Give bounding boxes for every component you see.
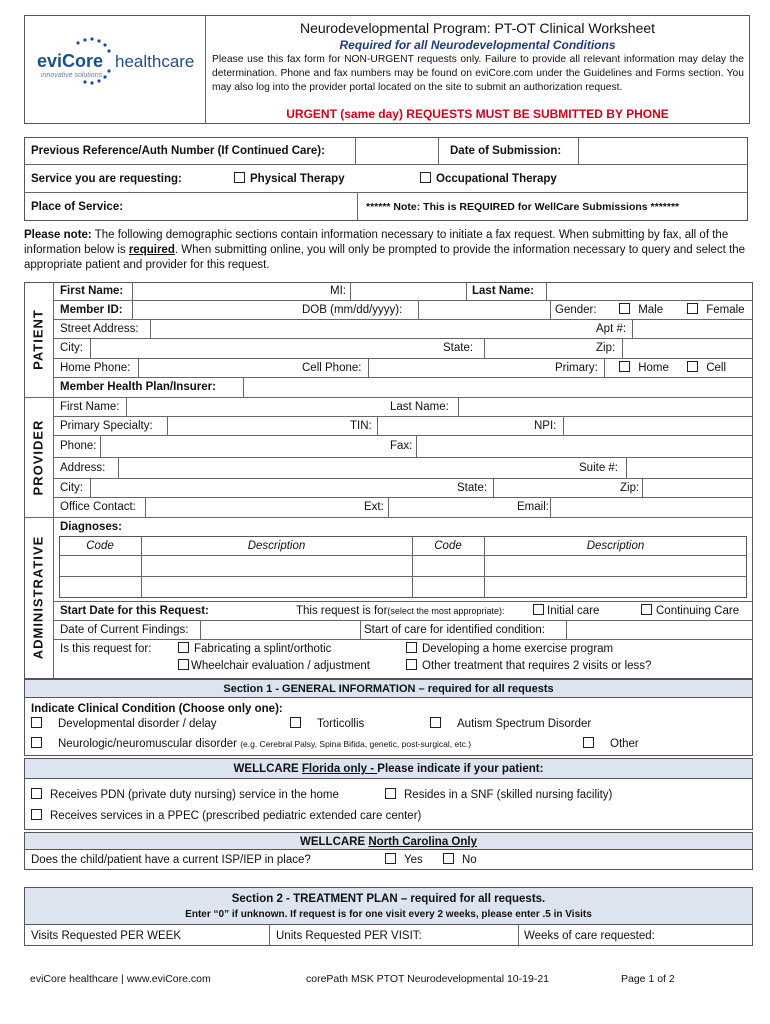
health-plan-label: Member Health Plan/Insurer: — [60, 381, 216, 393]
logo-tagline: innovative solutions — [41, 72, 103, 79]
tin-label: TIN: — [350, 420, 372, 432]
provider-col-line — [493, 478, 494, 497]
email-label: Email: — [517, 501, 549, 513]
neurologic-label: Neurologic/neuromuscular disorder — [58, 738, 237, 750]
torticollis-label: Torticollis — [317, 718, 365, 730]
provider-col-line — [167, 416, 168, 435]
ot-checkbox[interactable] — [420, 172, 431, 183]
specialty-label: Primary Specialty: — [60, 420, 153, 432]
male-option[interactable] — [619, 303, 663, 317]
patient-col-line — [622, 338, 623, 358]
patient-zip-label: Zip: — [596, 342, 616, 354]
patient-col-line — [368, 358, 369, 377]
ot-option[interactable] — [420, 172, 557, 186]
provider-row-line — [53, 478, 753, 479]
patient-state-label: State: — [443, 342, 474, 354]
admin-col-line — [566, 620, 567, 639]
provider-col-line — [388, 497, 389, 517]
request-for-label — [296, 604, 504, 618]
wheelchair-option[interactable] — [178, 659, 370, 673]
wheelchair-label: Wheelchair evaluation / adjustment — [191, 660, 370, 672]
continuing-care-label: Continuing Care — [656, 605, 740, 617]
admin-side-label: ADMINISTRATIVE — [30, 535, 46, 660]
provider-col-line — [416, 435, 417, 457]
provider-row-line — [53, 497, 753, 498]
isp-yes-checkbox[interactable] — [385, 853, 396, 864]
provider-col-line — [377, 416, 378, 435]
continuing-care-option[interactable] — [641, 604, 739, 618]
current-findings-label: Date of Current Findings: — [60, 624, 189, 636]
patient-row-line — [53, 377, 753, 378]
wellcare-fl-title-c: Please indicate if your patient: — [377, 763, 544, 775]
ext-label: Ext: — [364, 501, 384, 513]
service-label: Service you are requesting: — [31, 173, 182, 185]
provider-zip-label: Zip: — [620, 482, 640, 494]
evicore-logo — [35, 35, 195, 95]
wellcare-nc-title-a: WELLCARE — [300, 836, 369, 848]
snf-option[interactable] — [385, 788, 612, 802]
developmental-checkbox[interactable] — [31, 717, 42, 728]
home-checkbox[interactable] — [619, 361, 630, 372]
patient-col-line — [604, 358, 605, 377]
patient-row-line — [53, 300, 753, 301]
provider-col-line — [563, 416, 564, 435]
ppec-option[interactable] — [31, 809, 421, 823]
wellcare-fl-title — [24, 762, 753, 776]
pt-label: Physical Therapy — [250, 173, 345, 185]
admin-row-line — [53, 639, 753, 640]
provider-col-line — [550, 497, 551, 517]
admin-col-line — [360, 620, 361, 639]
footer-right: Page 1 of 2 — [621, 973, 675, 985]
visits-per-week-label: Visits Requested PER WEEK — [31, 930, 181, 942]
footer-left: eviCore healthcare | www.eviCore.com — [30, 973, 211, 985]
logo-suffix: healthcare — [115, 52, 195, 71]
home-label: Home — [638, 362, 669, 374]
start-of-care-label: Start of care for identified condition: — [364, 624, 545, 636]
wheelchair-checkbox[interactable] — [178, 659, 189, 670]
patient-col-line — [546, 282, 547, 300]
other-condition-label: Other — [610, 738, 639, 750]
developmental-label: Developmental disorder / delay — [58, 718, 217, 730]
section1-title: Section 1 - GENERAL INFORMATION – required for all requests — [223, 683, 554, 695]
urgent-notice: URGENT (same day) REQUESTS MUST BE SUBMITTED BY PHONE — [286, 107, 669, 121]
autism-checkbox[interactable] — [430, 717, 441, 728]
provider-row-line — [53, 457, 753, 458]
cell-phone-label: Cell Phone: — [302, 362, 362, 374]
other-treatment-checkbox[interactable] — [406, 659, 417, 670]
continuing-care-checkbox[interactable] — [641, 604, 652, 615]
diag-row-line — [59, 555, 747, 556]
patient-row-line — [53, 358, 753, 359]
cell-label: Cell — [706, 362, 727, 374]
is-request-for-label: Is this request for: — [60, 643, 152, 655]
patient-col-line — [418, 300, 419, 319]
provider-last-label: Last Name: — [390, 401, 449, 413]
pt-option[interactable] — [234, 172, 345, 186]
neurologic-note: (e.g. Cerebral Palsy, Spina Bifida, genetic, post-surgical, etc.) — [240, 739, 472, 749]
patient-last-label: Last Name: — [472, 285, 534, 297]
form-subtitle: Required for all Neurodevelopmental Conditions — [339, 38, 616, 52]
admin-row-line — [53, 620, 753, 621]
neurologic-option[interactable] — [31, 737, 471, 751]
patient-col-line — [243, 377, 244, 397]
ref-row-line-2 — [24, 192, 748, 193]
pdn-checkbox[interactable] — [31, 788, 42, 799]
wellcare-nc-title — [24, 835, 753, 849]
units-per-visit-label: Units Requested PER VISIT: — [276, 930, 422, 942]
pdn-label: Receives PDN (private duty nursing) service in the home — [50, 789, 339, 801]
dob-label: DOB (mm/dd/yyyy): — [302, 304, 403, 316]
primary-label: Primary: — [555, 362, 598, 374]
male-label: Male — [638, 304, 664, 316]
initial-care-checkbox[interactable] — [533, 604, 544, 615]
demographic-note — [24, 228, 750, 273]
date-submission-field[interactable] — [579, 138, 747, 163]
provider-phone-label: Phone: — [60, 440, 97, 452]
isp-question: Does the child/patient have a current ISP/IEP in place? — [31, 854, 311, 866]
apt-label: Apt #: — [596, 323, 627, 335]
provider-col-line — [626, 457, 627, 478]
other-condition-option[interactable] — [583, 737, 639, 751]
provider-col-line — [145, 497, 146, 517]
weeks-of-care-label: Weeks of care requested: — [524, 930, 655, 942]
provider-col-line — [458, 397, 459, 416]
provider-col-line — [90, 478, 91, 497]
treatment-col-line — [518, 924, 519, 946]
isp-no-label: No — [462, 854, 477, 866]
place-of-service-field[interactable] — [140, 193, 356, 220]
note-text-1: The following demographic sections contain information necessary to initiate a fax request. When submitting by fax, all of the information below is — [24, 229, 729, 256]
ref-row-line-1 — [24, 164, 748, 165]
start-date-label: Start Date for this Request: — [60, 605, 209, 617]
patient-row-line — [53, 319, 753, 320]
torticollis-checkbox[interactable] — [290, 717, 301, 728]
other-treatment-option[interactable] — [406, 659, 651, 673]
pdn-option[interactable] — [31, 788, 339, 802]
isp-no-checkbox[interactable] — [443, 853, 454, 864]
isp-no-option[interactable] — [443, 853, 477, 867]
splint-option[interactable] — [178, 642, 331, 656]
section2-title: Section 2 - TREATMENT PLAN – required for all requests. — [231, 893, 546, 905]
splint-label: Fabricating a splint/orthotic — [194, 643, 332, 655]
note-required: required — [128, 244, 175, 256]
neurologic-checkbox[interactable] — [31, 737, 42, 748]
provider-col-line — [126, 397, 127, 416]
isp-yes-option[interactable] — [385, 853, 423, 867]
home-option[interactable] — [619, 361, 669, 375]
form-title: Neurodevelopmental Program: PT-OT Clinical Worksheet — [299, 20, 656, 36]
treatment-col-line — [269, 924, 270, 946]
home-exercise-option[interactable] — [406, 642, 613, 656]
patient-col-line — [484, 338, 485, 358]
patient-col-line — [466, 282, 467, 300]
form-notice: Please use this fax form for NON-URGENT requests only. Failure to provide all relevant information may delay the determination. Phone and fax numbers may be found on eviCore.com under the Guidelines and Forms section. You may also log into the provider portal located on the site to submit an authorization request. — [212, 54, 744, 93]
wellcare-fl-title-b: Florida only - — [301, 763, 378, 775]
provider-col-line — [642, 478, 643, 497]
developmental-option[interactable] — [31, 717, 217, 731]
snf-label: Resides in a SNF (skilled nursing facility) — [404, 789, 613, 801]
prev-ref-field[interactable] — [356, 138, 437, 163]
patient-first-label: First Name: — [60, 285, 124, 297]
patient-side-label: PATIENT — [30, 309, 46, 370]
footer-center: corePath MSK PTOT Neurodevelopmental 10-19-21 — [306, 973, 549, 985]
initial-care-label: Initial care — [547, 605, 600, 617]
patient-col-line — [350, 282, 351, 300]
street-label: Street Address: — [60, 323, 139, 335]
provider-city-label: City: — [60, 482, 83, 494]
ref-col-4 — [357, 192, 358, 221]
diag-desc-header-2: Description — [586, 540, 645, 552]
npi-label: NPI: — [534, 420, 557, 432]
autism-label: Autism Spectrum Disorder — [457, 718, 592, 730]
provider-row-line — [53, 435, 753, 436]
female-checkbox[interactable] — [687, 303, 698, 314]
diag-code-header-1: Code — [86, 540, 114, 552]
admin-row-line — [53, 601, 753, 602]
initial-care-option[interactable] — [533, 604, 599, 618]
diag-code-header-2: Code — [434, 540, 462, 552]
patient-provider-divider — [24, 397, 753, 398]
section2-subtitle: Enter “0” if unknown. If request is for one visit every 2 weeks, please enter .5 in Visits — [185, 909, 592, 920]
provider-fax-label: Fax: — [390, 440, 413, 452]
home-exercise-checkbox[interactable] — [406, 642, 417, 653]
admin-col-line — [200, 620, 201, 639]
provider-suite-label: Suite #: — [579, 462, 618, 474]
provider-col-line — [100, 435, 101, 457]
note-text-2: . When submitting online, you will only be prompted to provide the information necessary to query and select the appropriate patient and provider for this request. — [24, 244, 746, 271]
female-label: Female — [706, 304, 745, 316]
male-checkbox[interactable] — [619, 303, 630, 314]
provider-state-label: State: — [457, 482, 488, 494]
date-submission-label: Date of Submission: — [450, 145, 562, 157]
ref-col-2 — [438, 137, 439, 164]
provider-first-label: First Name: — [60, 401, 120, 413]
patient-city-label: City: — [60, 342, 83, 354]
wellcare-note: ****** Note: This is REQUIRED for WellCare Submissions ******* — [366, 201, 680, 213]
provider-side-label: PROVIDER — [30, 419, 46, 496]
diagnoses-label: Diagnoses: — [60, 521, 122, 533]
clinical-condition-label: Indicate Clinical Condition (Choose only one): — [31, 703, 283, 715]
office-contact-label: Office Contact: — [60, 501, 136, 513]
patient-col-line — [550, 300, 551, 319]
wellcare-nc-title-b: North Carolina Only — [368, 836, 477, 848]
torticollis-option[interactable] — [290, 717, 364, 731]
note-lead: Please note: — [24, 229, 92, 241]
female-option[interactable] — [687, 303, 745, 317]
diag-desc-header-1: Description — [247, 540, 306, 552]
select-note: (select the most appropriate): — [387, 606, 505, 616]
other-condition-checkbox[interactable] — [583, 737, 594, 748]
logo-name: eviCore — [37, 51, 104, 71]
pt-checkbox[interactable] — [234, 172, 245, 183]
home-phone-label: Home Phone: — [60, 362, 131, 374]
request-for-text: This request is for — [296, 605, 388, 617]
patient-col-line — [138, 358, 139, 377]
patient-col-line — [150, 319, 151, 338]
splint-checkbox[interactable] — [178, 642, 189, 653]
ot-label: Occupational Therapy — [436, 173, 557, 185]
place-of-service-label: Place of Service: — [31, 201, 124, 213]
cell-checkbox[interactable] — [687, 361, 698, 372]
patient-mi-label: MI: — [330, 285, 346, 297]
member-id-label: Member ID: — [60, 304, 123, 316]
autism-option[interactable] — [430, 717, 591, 731]
patient-col-line — [90, 338, 91, 358]
patient-col-line — [132, 282, 133, 300]
provider-address-label: Address: — [60, 462, 106, 474]
gender-label: Gender: — [555, 304, 597, 316]
home-exercise-label: Developing a home exercise program — [422, 643, 614, 655]
patient-col-line — [632, 319, 633, 338]
ppec-label: Receives services in a PPEC (prescribed pediatric extended care center) — [50, 810, 422, 822]
provider-col-line — [118, 457, 119, 478]
other-treatment-label: Other treatment that requires 2 visits or less? — [422, 660, 652, 672]
patient-row-line — [53, 338, 753, 339]
cell-option[interactable] — [687, 361, 726, 375]
snf-checkbox[interactable] — [385, 788, 396, 799]
patient-col-line — [132, 300, 133, 319]
provider-admin-divider — [24, 517, 753, 518]
prev-ref-label: Previous Reference/Auth Number (If Continued Care): — [31, 145, 325, 157]
wellcare-fl-title-a: WELLCARE — [233, 763, 302, 775]
isp-yes-label: Yes — [404, 854, 423, 866]
ppec-checkbox[interactable] — [31, 809, 42, 820]
diag-row-line — [59, 576, 747, 577]
provider-row-line — [53, 416, 753, 417]
